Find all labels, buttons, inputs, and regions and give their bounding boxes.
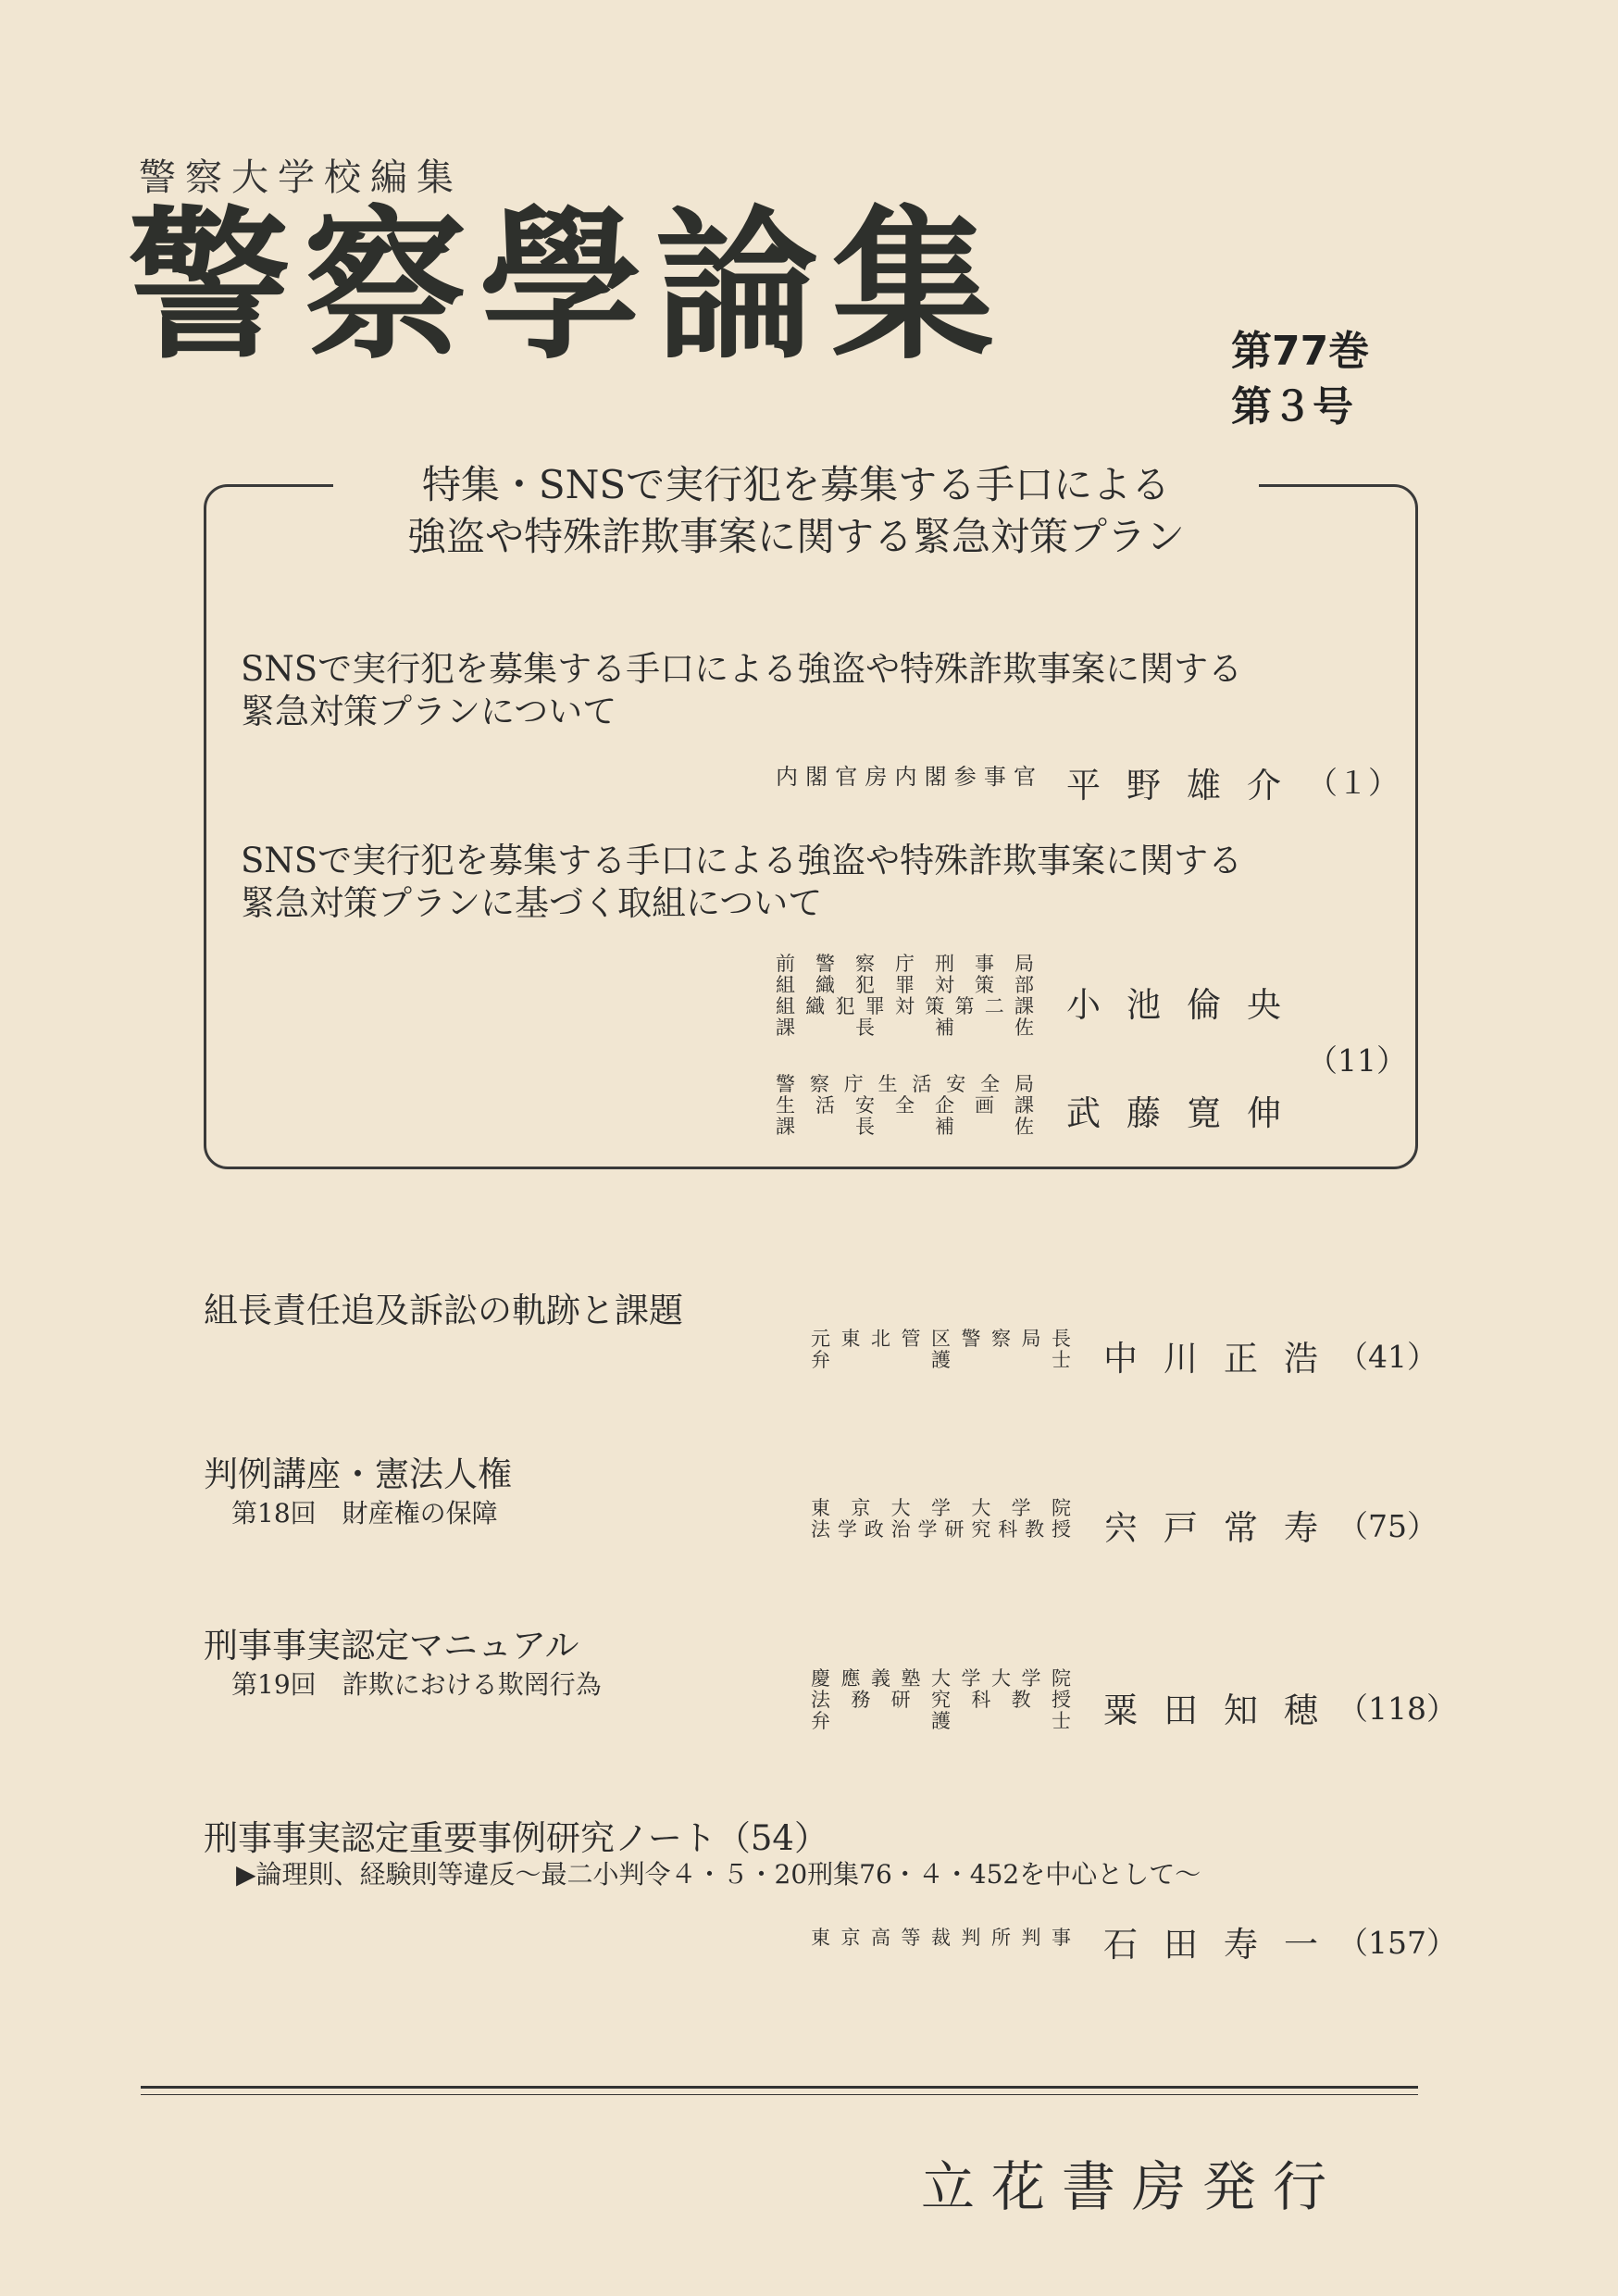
article-subtitle: 第18回 財産権の保障	[231, 1498, 498, 1529]
article-affiliation	[811, 1928, 1072, 1949]
affiliation-line: 弁護士	[811, 1710, 1072, 1732]
special-feature-frame	[204, 484, 1418, 1169]
article-author: 粟田知穂	[1103, 1691, 1344, 1730]
affiliation-line: 東京高等裁判所判事	[811, 1927, 1072, 1949]
affiliation-line: 課長補佐	[776, 1017, 1035, 1039]
article-affiliation	[811, 1498, 1072, 1541]
footer-rule-thin	[141, 2094, 1418, 2095]
article-title: 判例講座・憲法人権	[204, 1454, 512, 1494]
article-page: （118）	[1338, 1691, 1457, 1727]
article-subtitle: 第19回 詐欺における欺罔行為	[231, 1669, 602, 1700]
article-page: （75）	[1338, 1508, 1438, 1544]
special-article-1-page: （１）	[1307, 765, 1399, 801]
affiliation-line: 法学政治学研究科教授	[811, 1518, 1072, 1541]
title-line: 緊急対策プランに基づく取組について	[241, 883, 823, 923]
article-subtitle: ▶論理則、経験則等違反～最二小判令４・５・20刑集76・４・452を中心として～	[236, 1859, 1201, 1890]
footer-rule-thick	[141, 2086, 1418, 2089]
affiliation-line: 慶應義塾大学大学院	[811, 1667, 1072, 1690]
journal-title: 警察學論集	[128, 192, 1008, 381]
special-heading-line2: 強盗や特殊詐欺事案に関する緊急対策プラン	[406, 514, 1185, 559]
special-article-2-author-2: 武藤寛伸	[1066, 1093, 1307, 1133]
article-author: 中川正浩	[1103, 1339, 1344, 1379]
article-title: 刑事事実認定重要事例研究ノート（54）	[204, 1818, 828, 1858]
title-line: SNSで実行犯を募集する手口による強盗や特殊詐欺事案に関する	[241, 649, 1243, 689]
editor-label: 警察大学校編集	[139, 156, 463, 199]
special-article-2-author-1: 小池倫央	[1066, 985, 1307, 1025]
special-article-2-affiliation-1	[776, 954, 1035, 1039]
affiliation-line: 課長補佐	[776, 1116, 1035, 1138]
affiliation-line: 弁護士	[811, 1349, 1072, 1371]
article-page: （157）	[1338, 1925, 1457, 1961]
special-article-1-author: 平野雄介	[1066, 766, 1307, 805]
volume-issue	[1231, 324, 1369, 435]
affiliation-line: 元東北管区警察局長	[811, 1328, 1072, 1350]
special-heading-line1: 特集・SNSで実行犯を募集する手口による	[421, 462, 1171, 507]
issue-number: 第３号	[1231, 383, 1353, 430]
affiliation-line: 生活安全企画課	[776, 1094, 1035, 1117]
publisher-name: 立花書房発行	[921, 2155, 1344, 2218]
article-title: 刑事事実認定マニュアル	[204, 1626, 579, 1666]
article-author: 宍戸常寿	[1103, 1508, 1344, 1548]
affiliation-line: 組織犯罪対策第二課	[776, 995, 1035, 1017]
article-author: 石田寿一	[1103, 1925, 1344, 1965]
special-article-2-page: （11）	[1307, 1042, 1407, 1079]
article-affiliation	[811, 1329, 1072, 1371]
special-article-1-title	[241, 648, 1242, 733]
affiliation-line: 警察庁生活安全局	[776, 1073, 1035, 1095]
affiliation-line: 前警察庁刑事局	[776, 953, 1035, 975]
volume-number: 第77巻	[1231, 328, 1370, 375]
title-line: 緊急対策プランについて	[241, 692, 617, 731]
special-article-2-title	[241, 840, 1242, 925]
article-affiliation	[811, 1668, 1072, 1732]
article-title: 組長責任追及訴訟の軌跡と課題	[204, 1291, 683, 1330]
special-article-2-affiliation-2	[776, 1074, 1035, 1138]
affiliation-line: 東京大学大学院	[811, 1497, 1072, 1519]
special-feature-heading	[333, 459, 1259, 563]
affiliation-line: 法務研究科教授	[811, 1689, 1072, 1711]
special-article-1-affiliation: 内閣官房内閣参事官	[776, 764, 1037, 790]
affiliation-line: 組織犯罪対策部	[776, 974, 1035, 996]
article-page: （41）	[1338, 1339, 1438, 1375]
title-line: SNSで実行犯を募集する手口による強盗や特殊詐欺事案に関する	[241, 841, 1243, 880]
